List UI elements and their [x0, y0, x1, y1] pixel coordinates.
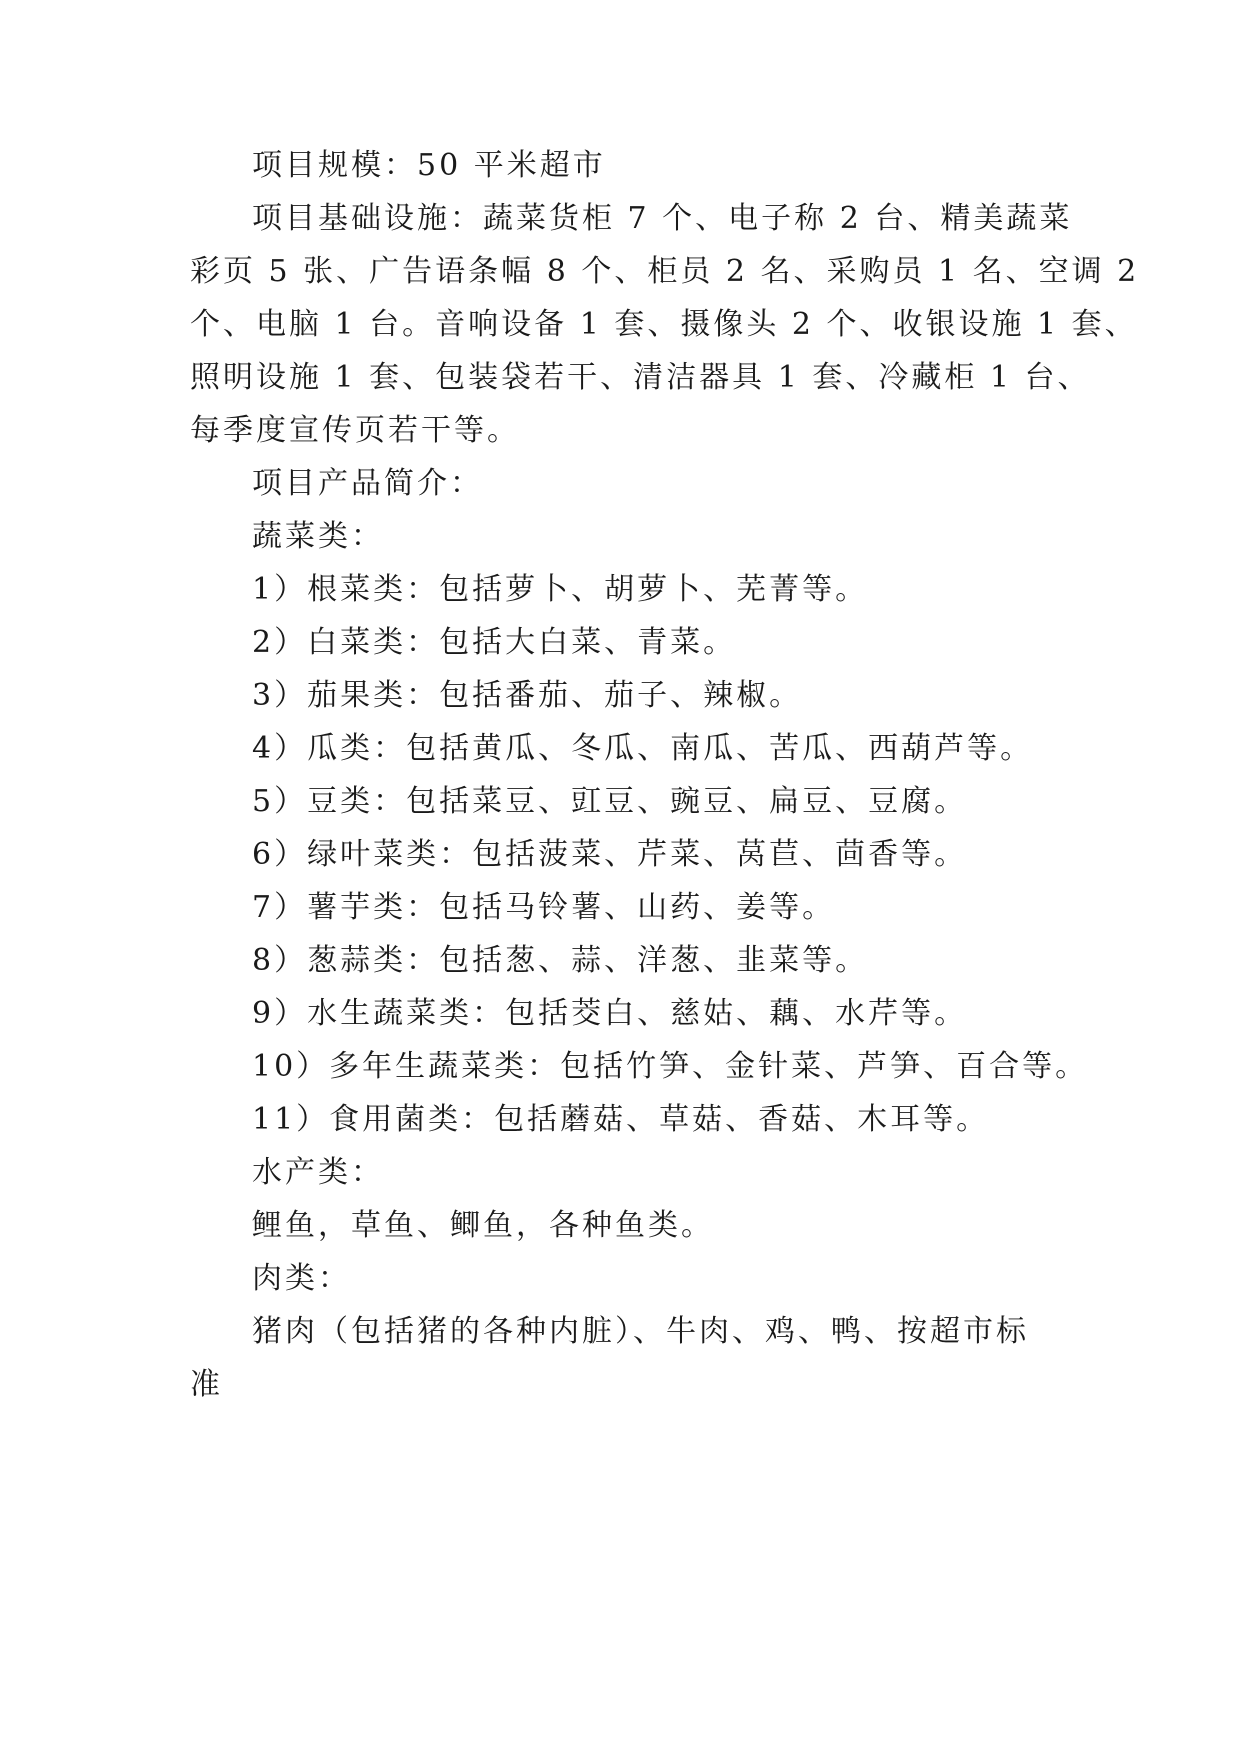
vegetables-heading: 蔬菜类：: [252, 519, 384, 554]
vegetable-list-item: 2）白菜类：包括大白菜、青菜。: [252, 625, 737, 660]
vegetable-list-item: 4）瓜类：包括黄瓜、冬瓜、南瓜、苦瓜、西葫芦等。: [252, 731, 1034, 766]
vegetable-list-item: 7）薯芋类：包括马铃薯、山药、姜等。: [252, 890, 836, 925]
meat-heading: 肉类：: [252, 1261, 351, 1296]
aquatic-text: 鲤鱼，草鱼、鲫鱼，各种鱼类。: [252, 1208, 714, 1243]
vegetable-list-item: 10）多年生蔬菜类：包括竹笋、金针菜、芦笋、百合等。: [252, 1049, 1089, 1084]
infrastructure-line: 项目基础设施：蔬菜货柜 7 个、电子称 2 台、精美蔬菜: [252, 201, 1073, 236]
vegetable-list-item: 5）豆类：包括菜豆、豇豆、豌豆、扁豆、豆腐。: [252, 784, 968, 819]
infrastructure-line: 照明设施 1 套、包装袋若干、清洁器具 1 套、冷藏柜 1 台、: [190, 360, 1091, 395]
vegetable-list-item: 8）葱蒜类：包括葱、蒜、洋葱、韭菜等。: [252, 943, 869, 978]
vegetable-list-item: 9）水生蔬菜类：包括茭白、慈姑、藕、水芹等。: [252, 996, 968, 1031]
infrastructure-line: 个、电脑 1 台。音响设备 1 套、摄像头 2 个、收银设施 1 套、: [190, 307, 1138, 342]
vegetable-list-item: 1）根菜类：包括萝卜、胡萝卜、芜菁等。: [252, 572, 869, 607]
meat-text-line: 准: [190, 1367, 223, 1402]
vegetable-list-item: 6）绿叶菜类：包括菠菜、芹菜、莴苣、茴香等。: [252, 837, 968, 872]
infrastructure-line: 每季度宣传页若干等。: [190, 413, 520, 448]
vegetable-list-item: 3）茄果类：包括番茄、茄子、辣椒。: [252, 678, 803, 713]
vegetable-list-item: 11）食用菌类：包括蘑菇、草菇、香菇、木耳等。: [252, 1102, 990, 1137]
infrastructure-line: 彩页 5 张、广告语条幅 8 个、柜员 2 名、采购员 1 名、空调 2: [190, 254, 1140, 289]
aquatic-heading: 水产类：: [252, 1155, 384, 1190]
products-intro-heading: 项目产品简介：: [252, 466, 483, 501]
project-scale-line: 项目规模：50 平米超市: [252, 148, 606, 183]
meat-text-line: 猪肉（包括猪的各种内脏）、牛肉、鸡、鸭、按超市标: [252, 1314, 1029, 1349]
